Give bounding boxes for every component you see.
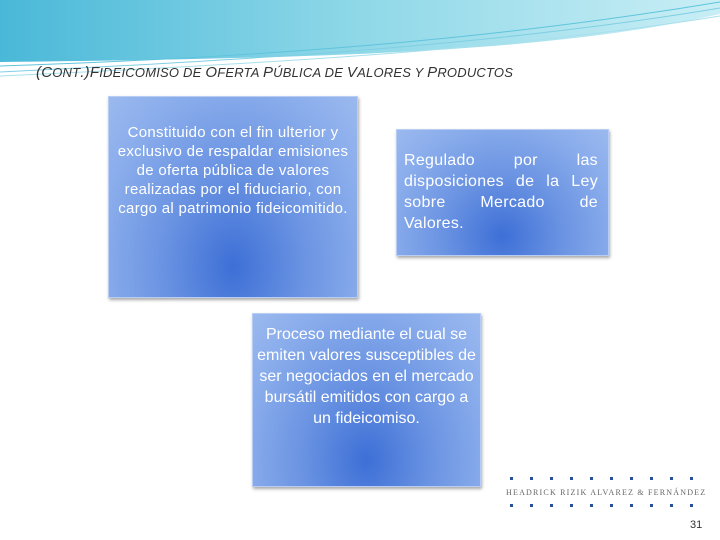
regulation-box bbox=[396, 129, 609, 256]
purpose-text: Constituido con el fin ulterior y exclusivo de respaldar emisiones de oferta pública de valores realizadas por el fiduciario, con cargo al patrimonio fideicomitido. bbox=[117, 124, 349, 217]
process-text: Proceso mediante el cual se emiten valores susceptibles de ser negociados en el mercado bursátil emitidos con cargo a un fideicomiso. bbox=[257, 326, 476, 427]
regulation-text: Regulado por las disposiciones de la Ley sobre Mercado de Valores. bbox=[404, 152, 598, 232]
process-box bbox=[252, 313, 481, 487]
company-logo bbox=[506, 474, 707, 510]
page-number: 31 bbox=[690, 519, 703, 531]
logo-text: HEADRICK RIZIK ALVAREZ & FERNÁNDEZ bbox=[506, 488, 707, 497]
purpose-box bbox=[108, 96, 358, 298]
slide-title: (CONT.)FIDEICOMISO DE OFERTA PÚBLICA DE VALORES Y PRODUCTOS bbox=[36, 64, 514, 81]
